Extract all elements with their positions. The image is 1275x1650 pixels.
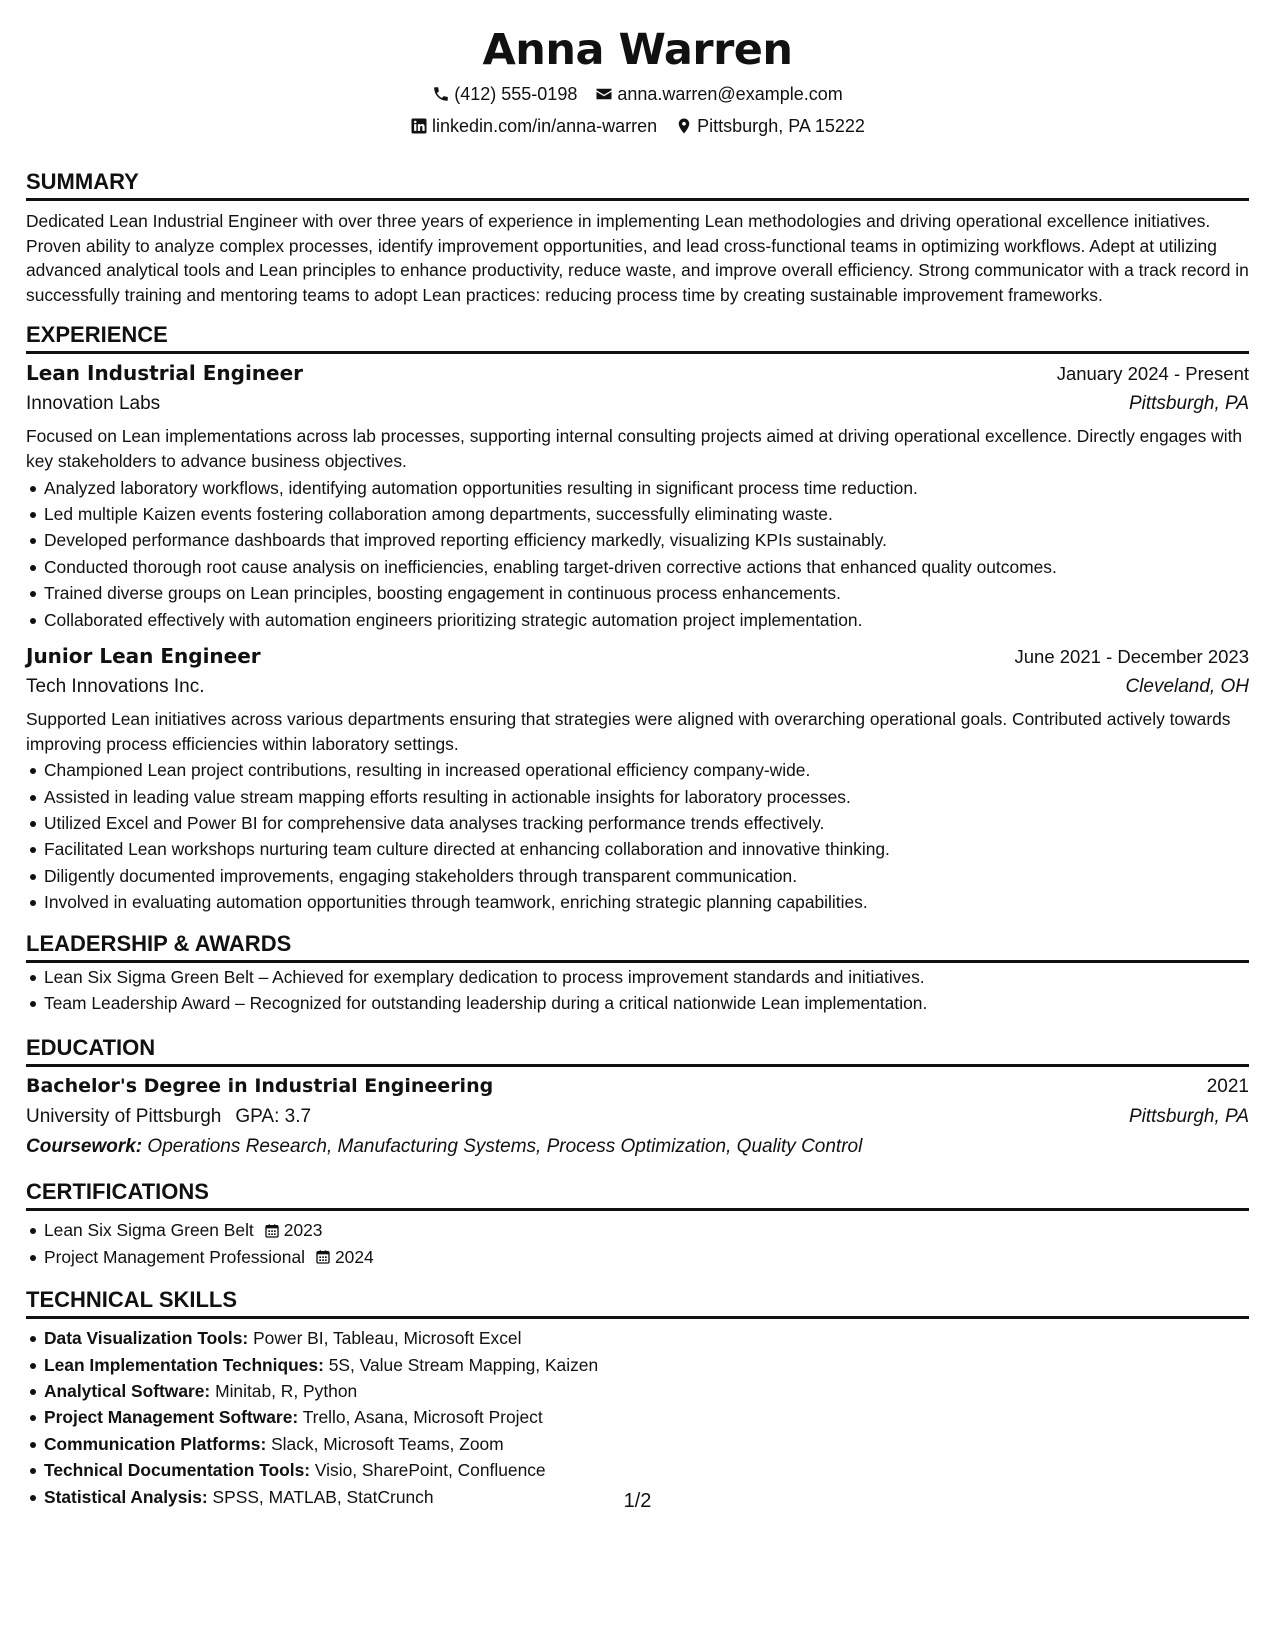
summary-heading: SUMMARY [26, 168, 1249, 201]
skill-value: SPSS, MATLAB, StatCrunch [212, 1486, 434, 1507]
list-item [26, 1352, 1249, 1378]
map-pin-icon [675, 117, 693, 135]
list-item: Lean Six Sigma Green Belt – Achieved for exemplary dedication to process improvement standards and initiatives. [26, 964, 1249, 990]
list-item: Conducted thorough root cause analysis on inefficiencies, enabling target-driven corrective actions that enhanced quality outcomes. [26, 554, 1249, 580]
gpa: GPA: 3.7 [235, 1106, 312, 1128]
job-bullets [26, 475, 1249, 633]
skill-label: Analytical Software: [44, 1381, 211, 1402]
list-item [26, 1217, 1249, 1243]
job-dates: January 2024 - Present [1056, 363, 1249, 385]
school-name: University of Pittsburgh [26, 1106, 222, 1128]
contact-line-2 [26, 114, 1249, 138]
location-text: Pittsburgh, PA 15222 [697, 116, 865, 136]
company-name: Innovation Labs [26, 393, 161, 415]
company-name: Tech Innovations Inc. [26, 676, 205, 697]
list-item: Utilized Excel and Power BI for comprehensive data analyses tracking performance trends effectively. [26, 810, 1249, 836]
skill-value: Minitab, R, Python [215, 1381, 358, 1402]
list-item: Championed Lean project contributions, resulting in increased operational efficiency company-wide. [26, 757, 1249, 783]
phone-number: (412) 555-0198 [454, 84, 578, 104]
skill-value: Power BI, Tableau, Microsoft Excel [253, 1328, 522, 1349]
certification-year: 2023 [283, 1220, 323, 1241]
skills-heading: TECHNICAL SKILLS [26, 1286, 1249, 1319]
awards-list [26, 964, 1249, 1017]
education-heading: EDUCATION [26, 1034, 1249, 1067]
certification-name: Project Management Professional [44, 1246, 305, 1267]
certifications-list [26, 1217, 1249, 1270]
page-number: 1/2 [623, 1490, 652, 1512]
list-item: Led multiple Kaizen events fostering collaboration among departments, successfully eliminating waste. [26, 501, 1249, 527]
skill-label: Statistical Analysis: [44, 1486, 208, 1507]
contact-line-1 [26, 82, 1249, 106]
skill-label: Data Visualization Tools: [44, 1328, 249, 1349]
list-item [26, 1244, 1249, 1270]
list-item: Assisted in leading value stream mapping efforts resulting in actionable insights for laboratory processes. [26, 784, 1249, 810]
linkedin-contact[interactable] [410, 114, 657, 138]
location-contact [675, 114, 865, 138]
coursework [26, 1132, 1249, 1162]
skill-label: Technical Documentation Tools: [44, 1460, 311, 1481]
linkedin-url: linkedin.com/in/anna-warren [432, 116, 658, 136]
job-location: Cleveland, OH [1125, 676, 1249, 697]
skills-list [26, 1325, 1249, 1510]
linkedin-icon [410, 117, 428, 135]
experience-heading: EXPERIENCE [26, 321, 1249, 354]
skills-section [26, 1286, 1249, 1510]
envelope-icon [595, 85, 613, 103]
list-item [26, 1325, 1249, 1351]
coursework-label: Coursework: [26, 1136, 143, 1158]
job-location: Pittsburgh, PA [1128, 393, 1249, 415]
list-item: Involved in evaluating automation opportunities through teamwork, enriching strategic planning capabilities. [26, 889, 1249, 915]
skill-label: Communication Platforms: [44, 1433, 267, 1454]
graduation-year: 2021 [1206, 1076, 1249, 1098]
job-entry [26, 641, 1249, 916]
list-item: Diligently documented improvements, engaging stakeholders through transparent communication. [26, 863, 1249, 889]
list-item: Team Leadership Award – Recognized for outstanding leadership during a critical nationwide Lean implementation. [26, 990, 1249, 1016]
email-contact[interactable] [595, 82, 842, 106]
job-description: Supported Lean initiatives across various departments ensuring that strategies were aligned with overarching operational goals. Contributed actively towards improving process efficiencies within laboratory settings. [26, 709, 1231, 754]
calendar-icon [315, 1249, 331, 1265]
certifications-heading: CERTIFICATIONS [26, 1178, 1249, 1211]
skill-value: 5S, Value Stream Mapping, Kaizen [328, 1354, 599, 1375]
list-item [26, 1404, 1249, 1430]
job-title: Lean Industrial Engineer [26, 361, 304, 386]
experience-section [26, 321, 1249, 915]
list-item: Analyzed laboratory workflows, identifying automation opportunities resulting in significant process time reduction. [26, 475, 1249, 501]
education-section [26, 1034, 1249, 1162]
phone-contact[interactable] [432, 82, 577, 106]
job-description: Focused on Lean implementations across lab processes, supporting internal consulting projects aimed at driving operational excellence. Directly engages with key stakeholders to advance business objectives. [26, 426, 1243, 471]
calendar-icon [264, 1223, 280, 1239]
list-item: Facilitated Lean workshops nurturing team culture directed at enhancing collaboration and innovative thinking. [26, 836, 1249, 862]
list-item [26, 1457, 1249, 1483]
candidate-name: Anna Warren [482, 25, 793, 75]
certification-year: 2024 [335, 1246, 374, 1267]
email-address: anna.warren@example.com [617, 84, 843, 104]
job-title: Junior Lean Engineer [26, 644, 261, 668]
degree-name: Bachelor's Degree in Industrial Engineering [26, 1075, 494, 1098]
skill-value: Slack, Microsoft Teams, Zoom [271, 1433, 504, 1454]
summary-section [26, 168, 1249, 307]
skill-value: Trello, Asana, Microsoft Project [302, 1407, 543, 1428]
job-bullets [26, 757, 1249, 915]
certification-name: Lean Six Sigma Green Belt [44, 1220, 254, 1241]
leadership-section [26, 930, 1249, 1017]
list-item: Developed performance dashboards that improved reporting efficiency markedly, visualizing KPIs sustainably. [26, 527, 1249, 553]
skill-value: Visio, SharePoint, Confluence [314, 1460, 546, 1481]
coursework-list: Operations Research, Manufacturing Systems, Process Optimization, Quality Control [147, 1136, 863, 1158]
summary-text: Dedicated Lean Industrial Engineer with over three years of experience in implementing Lean methodologies and driving operational excellence initiatives. Proven ability to analyze complex processes, identify improvement opportunities, and lead cross-functional teams in optimizing workflows. Adept at utilizing advanced analytical tools and Lean principles to enhance productivity, reduce waste, and improve overall efficiency. Strong communicator with a track record in successfully training and mentoring teams to adopt Lean practices: reducing process time by creating sustainable improvement frameworks. [26, 211, 1249, 305]
job-entry [26, 358, 1249, 633]
school-line [26, 1102, 311, 1132]
skill-label: Project Management Software: [44, 1407, 299, 1428]
leadership-heading: LEADERSHIP & AWARDS [26, 930, 1249, 963]
certifications-section [26, 1178, 1249, 1270]
list-item [26, 1378, 1249, 1404]
phone-icon [432, 85, 450, 103]
job-dates: June 2021 - December 2023 [1014, 646, 1249, 667]
list-item [26, 1431, 1249, 1457]
school-location: Pittsburgh, PA [1128, 1106, 1249, 1128]
list-item: Collaborated effectively with automation engineers prioritizing strategic automation project implementation. [26, 607, 1249, 633]
skill-label: Lean Implementation Techniques: [44, 1354, 324, 1375]
list-item: Trained diverse groups on Lean principles, boosting engagement in continuous process enhancements. [26, 580, 1249, 606]
